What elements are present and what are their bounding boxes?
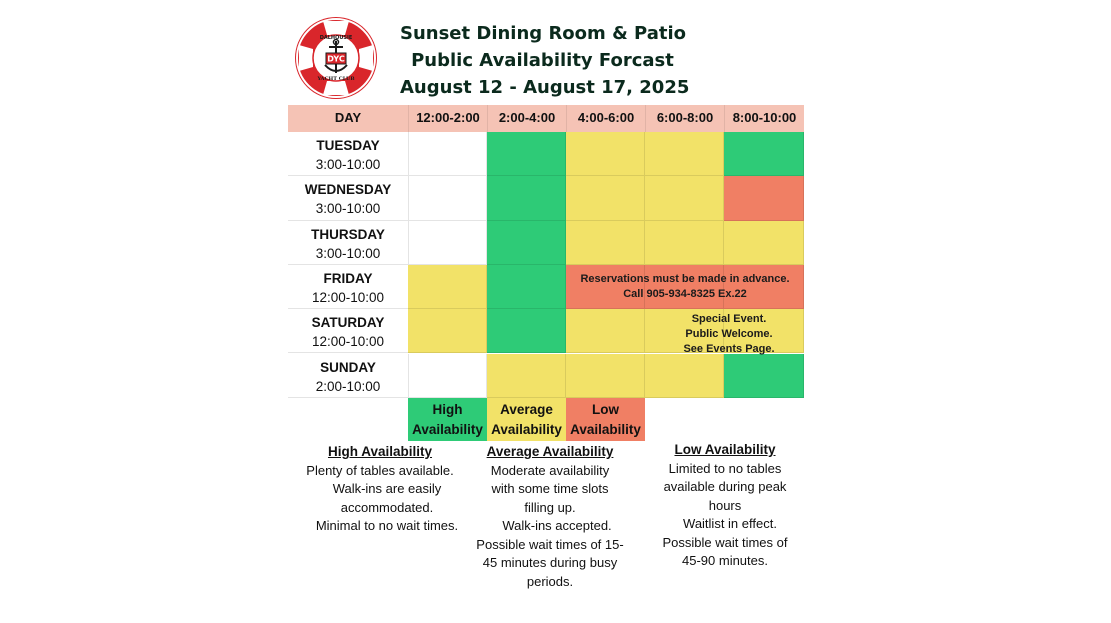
description-average-line: 45 minutes during busy: [482, 555, 618, 570]
description-average-line: periods.: [526, 573, 574, 589]
description-low-line: 45-90 minutes.: [682, 553, 768, 568]
description-average-heading: Average Availability: [486, 444, 614, 459]
legend-high: [408, 398, 487, 441]
yacht-club-logo: [293, 15, 379, 101]
description-high: [290, 443, 470, 536]
day-name: WEDNESDAY: [304, 182, 392, 198]
title-line-3: August 12 - August 17, 2025: [400, 77, 690, 98]
day-cell: [288, 132, 408, 176]
day-name: TUESDAY: [316, 138, 380, 153]
title-line-2: Public Availability Forcast: [411, 50, 674, 71]
friday-note-line-1: Reservations must be made in advance.: [580, 273, 790, 285]
friday-note-line-2: Call 905-934-8325 Ex.22: [623, 288, 747, 300]
day-hours: 3:00-10:00: [315, 157, 381, 172]
availability-cell-average: [408, 309, 487, 353]
description-low-line: hours: [708, 497, 742, 513]
description-average-line: Possible wait times of 15-: [476, 536, 624, 552]
legend-low: [566, 398, 645, 441]
description-average-line: Moderate availability: [490, 462, 610, 478]
description-low-line: Limited to no tables: [668, 460, 782, 476]
day-name: THURSDAY: [311, 226, 385, 242]
availability-cell-average: [487, 354, 566, 398]
day-hours: 3:00-10:00: [315, 245, 381, 261]
saturday-note-line-1: Special Event.: [691, 313, 767, 325]
availability-cell-high: [487, 309, 566, 353]
description-low-heading: Low Availability: [674, 442, 776, 457]
day-cell: [288, 265, 408, 309]
legend-average-line-2: Availability: [491, 422, 562, 437]
legend-high-line-2: Availability: [412, 422, 483, 437]
availability-cell-high: [487, 265, 566, 309]
availability-cell-average: [645, 176, 724, 220]
header-timeslot: 8:00-10:00: [724, 105, 804, 132]
day-name: SATURDAY: [311, 315, 385, 331]
legend-average-line-1: Average: [500, 402, 553, 417]
logo-text-top: DALHOUSIE: [319, 35, 353, 41]
availability-cell-none: [408, 221, 487, 265]
availability-cell-average: [408, 265, 487, 309]
day-hours: 12:00-10:00: [311, 289, 385, 305]
day-cell: [288, 354, 408, 398]
header-timeslot: 6:00-8:00: [645, 105, 724, 132]
saturday-note-line-3: See Events Page.: [683, 343, 775, 355]
availability-cell-average: [566, 221, 645, 265]
legend-low-line-1: Low: [592, 402, 619, 417]
description-low-line: available during peak: [663, 479, 787, 494]
friday-note: [566, 272, 804, 302]
description-average-line: filling up.: [524, 499, 576, 515]
description-high-line: Walk-ins are easily: [332, 481, 442, 496]
availability-cell-high: [487, 176, 566, 220]
day-name: FRIDAY: [323, 270, 373, 286]
availability-cell-average: [645, 132, 724, 176]
header-day: DAY: [288, 105, 408, 132]
availability-cell-average: [566, 354, 645, 398]
legend-low-line-2: Availability: [570, 422, 641, 437]
availability-cell-average: [724, 221, 804, 265]
page-title: [400, 20, 690, 101]
title-line-1: Sunset Dining Room & Patio: [400, 23, 687, 44]
header-timeslot: 4:00-6:00: [566, 105, 645, 132]
header-timeslot: 12:00-2:00: [408, 105, 487, 132]
day-hours: 3:00-10:00: [315, 201, 381, 217]
description-low-line: Possible wait times of: [662, 534, 788, 550]
description-low-line: Waitlist in effect.: [683, 516, 777, 531]
availability-cell-average: [645, 221, 724, 265]
availability-cell-low: [724, 176, 804, 220]
saturday-note-line-2: Public Welcome.: [685, 328, 773, 340]
legend-average: [487, 398, 566, 441]
legend-high-line-1: High: [432, 402, 463, 417]
availability-cell-high: [724, 354, 804, 398]
description-low: [650, 441, 800, 571]
availability-cell-high: [487, 132, 566, 176]
availability-cell-average: [645, 354, 724, 398]
availability-cell-average: [566, 309, 645, 353]
day-cell: [288, 221, 408, 265]
description-average-line: Walk-ins accepted.: [502, 518, 612, 533]
day-hours: 2:00-10:00: [315, 378, 381, 394]
day-hours: 12:00-10:00: [311, 334, 385, 350]
day-cell: [288, 309, 408, 353]
description-high-line: Minimal to no wait times.: [315, 518, 459, 533]
description-average-line: with some time slots: [491, 481, 609, 496]
description-high-heading: High Availability: [327, 444, 433, 459]
description-high-line: accommodated.: [340, 499, 434, 515]
availability-cell-average: [566, 132, 645, 176]
description-average: [470, 443, 630, 591]
day-name: SUNDAY: [320, 359, 376, 375]
availability-cell-none: [408, 132, 487, 176]
availability-cell-none: [408, 354, 487, 398]
logo-text-bottom: YACHT CLUB: [317, 76, 355, 82]
description-high-line: Plenty of tables available.: [306, 462, 454, 478]
saturday-note: [664, 312, 794, 357]
availability-cell-average: [566, 176, 645, 220]
availability-cell-none: [408, 176, 487, 220]
logo-monogram: DYC: [327, 54, 345, 64]
day-cell: [288, 176, 408, 220]
availability-cell-high: [487, 221, 566, 265]
header-timeslot: 2:00-4:00: [487, 105, 566, 132]
availability-cell-high: [724, 132, 804, 176]
